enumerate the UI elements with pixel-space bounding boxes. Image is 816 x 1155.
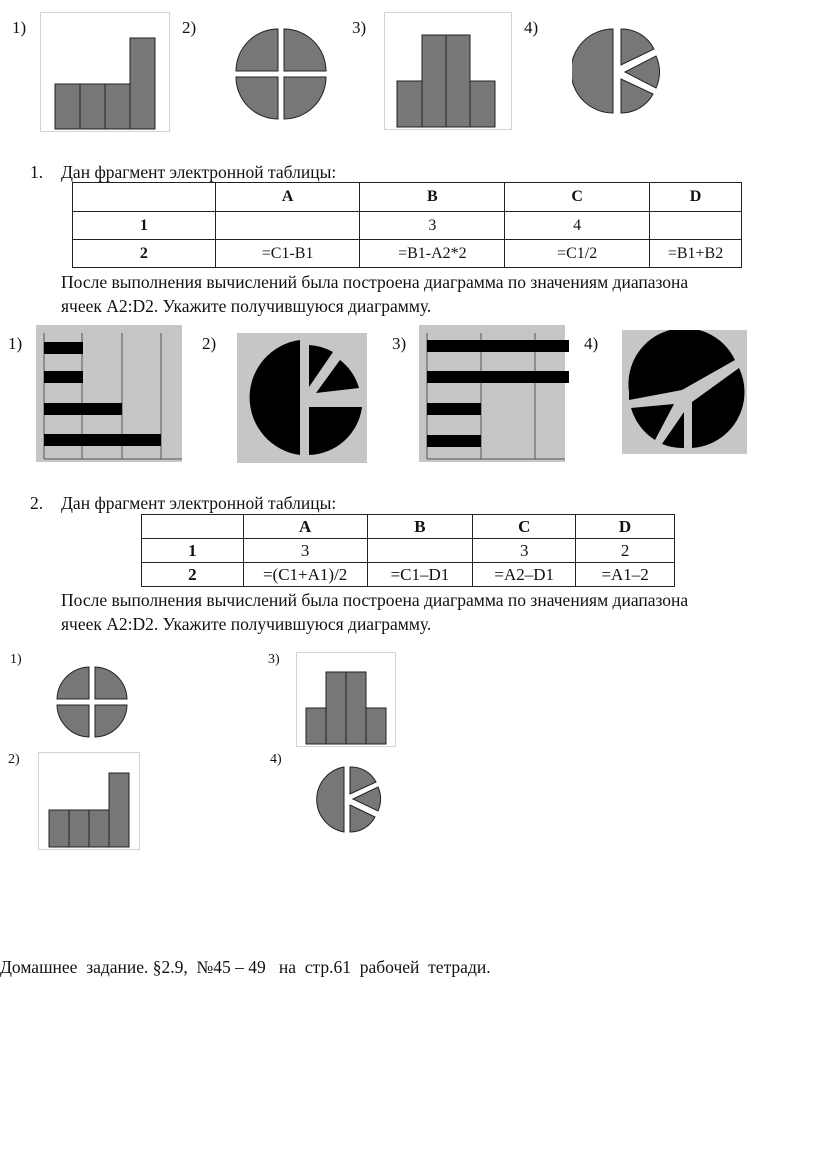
- task2-row-header: 1: [142, 539, 244, 563]
- task1-option-label-4: 4): [584, 334, 599, 353]
- task1-option-1-bar-3: [44, 403, 122, 415]
- task1-option-1-bar-chart: [36, 325, 186, 465]
- task2-row-2: [142, 563, 675, 587]
- task2-option-2-bar-chart: [38, 752, 140, 850]
- task2-cell-c1: 3: [473, 539, 576, 563]
- task1-option-3-bar-chart: [419, 325, 569, 465]
- task2-col-header-a: A: [243, 515, 367, 539]
- task1-col-header-a: A: [215, 183, 360, 212]
- top-option-4-pie-chart: [572, 27, 666, 117]
- task1-header-row: [73, 183, 742, 212]
- task1-cell-d2: =B1+B2: [650, 240, 742, 268]
- task2-col-header-d: D: [576, 515, 675, 539]
- task1-cell-a2: =C1-B1: [215, 240, 360, 268]
- task1-cell-b1: 3: [360, 212, 505, 240]
- task2-option-label-1: 1): [10, 652, 22, 667]
- task1-cell-c1: 4: [505, 212, 650, 240]
- top-option-1-bar-chart: [40, 12, 170, 132]
- task2-col-header-b: B: [367, 515, 473, 539]
- task2-cell-c2: =A2–D1: [473, 563, 576, 587]
- task2-option-4-pie-chart: [312, 765, 384, 835]
- task2-option-label-4: 4): [270, 752, 282, 767]
- task1-option-3-bar-1: [427, 340, 569, 352]
- task2-option-label-2: 2): [8, 752, 20, 767]
- task1-cell-b2: =B1-A2*2: [360, 240, 505, 268]
- task1-option-1-bar-1: [44, 342, 83, 354]
- task2-cell-b2: =C1–D1: [367, 563, 473, 587]
- task2-cell-a2: =(C1+A1)/2: [243, 563, 367, 587]
- top-option-label-4: 4): [524, 18, 539, 37]
- task2-header-row: [142, 515, 675, 539]
- task1-option-4-pie-chart: [622, 330, 747, 454]
- task2-option-1-pie-chart: [55, 665, 129, 739]
- task1-option-1-bar-4: [44, 434, 161, 446]
- task1-col-header-d: D: [650, 183, 742, 212]
- top-option-label-1: 1): [12, 18, 27, 37]
- task1-question-line-1: После выполнения вычислений была построена диаграмма по значениям диапазона: [61, 272, 689, 292]
- task2-intro: Дан фрагмент электронной таблицы:: [61, 493, 337, 513]
- task1-number: 1.: [30, 162, 44, 182]
- task1-spreadsheet: [72, 182, 742, 268]
- top-option-3-bar-chart: [384, 12, 512, 130]
- homework-text: Домашнее задание. §2.9, №45 – 49 на стр.61 рабочей тетради.: [0, 957, 491, 977]
- task2-corner-cell: [142, 515, 244, 539]
- task1-corner-cell: [73, 183, 216, 212]
- task1-col-header-c: C: [505, 183, 650, 212]
- task1-option-label-3: 3): [392, 334, 407, 353]
- task1-option-3-bar-2: [427, 371, 569, 383]
- task2-option-3-bar-chart: [296, 652, 396, 747]
- task1-row-header: 1: [73, 212, 216, 240]
- task1-option-label-1: 1): [8, 334, 23, 353]
- task1-intro: Дан фрагмент электронной таблицы:: [61, 162, 337, 182]
- task1-option-label-2: 2): [202, 334, 217, 353]
- task2-question-line-1: После выполнения вычислений была построена диаграмма по значениям диапазона: [61, 590, 689, 610]
- task1-option-3-bar-4: [427, 435, 481, 447]
- task2-cell-a1: 3: [243, 539, 367, 563]
- task2-number: 2.: [30, 493, 44, 513]
- task1-cell-c2: =C1/2: [505, 240, 650, 268]
- task2-cell-d2: =A1–2: [576, 563, 675, 587]
- task2-col-header-c: C: [473, 515, 576, 539]
- task1-row-header: 2: [73, 240, 216, 268]
- task2-row-1: [142, 539, 675, 563]
- task1-option-1-bar-2: [44, 371, 83, 383]
- task1-option-3-bar-3: [427, 403, 481, 415]
- task2-option-label-3: 3): [268, 652, 280, 667]
- task1-option-2-pie-chart: [237, 333, 367, 463]
- task2-cell-b1: [367, 539, 473, 563]
- top-option-label-2: 2): [182, 18, 197, 37]
- task1-col-header-b: B: [360, 183, 505, 212]
- task2-spreadsheet: [141, 514, 675, 587]
- task1-row-2: [73, 240, 742, 268]
- task1-row-1: [73, 212, 742, 240]
- task1-cell-d1: [650, 212, 742, 240]
- top-option-label-3: 3): [352, 18, 367, 37]
- task2-row-header: 2: [142, 563, 244, 587]
- top-option-2-pie-chart: [234, 27, 328, 121]
- task2-question-line-2: ячеек A2:D2. Укажите получившуюся диаграмму.: [61, 614, 432, 634]
- task1-question-line-2: ячеек A2:D2. Укажите получившуюся диаграмму.: [61, 296, 432, 316]
- task2-cell-d1: 2: [576, 539, 675, 563]
- task1-cell-a1: [215, 212, 360, 240]
